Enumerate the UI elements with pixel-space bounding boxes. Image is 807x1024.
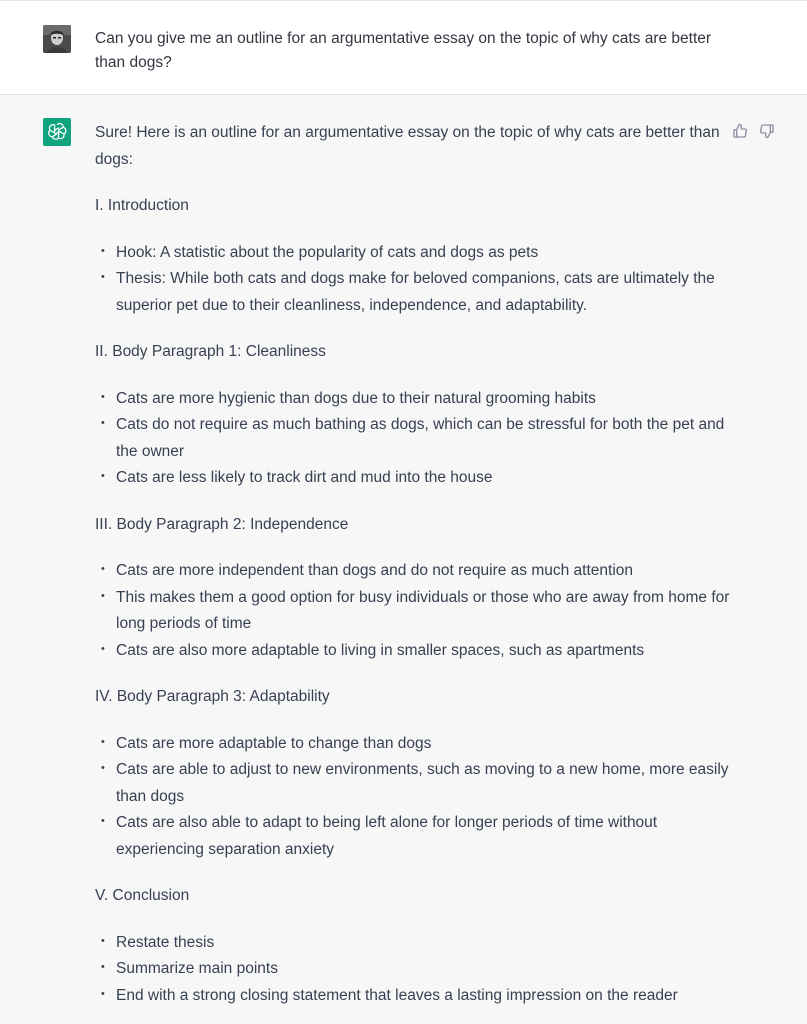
user-avatar	[43, 25, 71, 53]
thumbs-down-icon	[759, 123, 775, 139]
section-heading: III. Body Paragraph 2: Independence	[95, 515, 349, 533]
user-avatar-photo	[43, 25, 71, 53]
list-item: • Summarize main points	[116, 956, 735, 983]
section-heading: I. Introduction	[95, 197, 189, 214]
section-list	[95, 558, 735, 664]
section-heading: II. Body Paragraph 1: Cleanliness	[95, 343, 326, 360]
section-list	[95, 240, 735, 320]
list-item: • This makes them a good option for busy individuals or those who are away from home for long periods of time	[116, 585, 735, 638]
list-item: • Cats are less likely to track dirt and mud into the house	[116, 465, 735, 492]
list-item: • Cats do not require as much bathing as dogs, which can be stressful for both the pet and the owner	[116, 412, 735, 465]
list-item: • Cats are able to adjust to new environments, such as moving to a new home, more easily than dogs	[116, 757, 735, 810]
list-item: • Cats are more hygienic than dogs due to their natural grooming habits	[116, 386, 735, 413]
list-item: • Thesis: While both cats and dogs make for beloved companions, cats are ultimately the superior pet due to their cleanliness, independence, and adaptability.	[116, 266, 735, 319]
assistant-message	[95, 120, 735, 1024]
list-item: • Cats are more adaptable to change than dogs	[116, 731, 735, 758]
section-list	[95, 386, 735, 492]
thumbs-down-button[interactable]	[758, 122, 776, 140]
section-list	[95, 930, 735, 1010]
user-message	[0, 0, 807, 95]
section-heading: V. Conclusion	[95, 887, 190, 904]
list-item: • Cats are also more adaptable to living in smaller spaces, such as apartments	[116, 638, 735, 665]
assistant-avatar	[43, 118, 71, 146]
list-item: • Cats are also able to adapt to being left alone for longer periods of time without experiencing separation anxiety	[116, 810, 735, 863]
list-item: • Restate thesis	[116, 930, 735, 957]
user-prompt-text: Can you give me an outline for an argumentative essay on the topic of why cats are better than dogs?	[95, 30, 712, 71]
section-heading: IV. Body Paragraph 3: Adaptability	[95, 688, 330, 705]
openai-logo-icon	[47, 122, 67, 142]
list-item: • End with a strong closing statement that leaves a lasting impression on the reader	[116, 983, 735, 1010]
list-item: • Cats are more independent than dogs and do not require as much attention	[116, 558, 735, 585]
list-item: • Hook: A statistic about the popularity of cats and dogs as pets	[116, 240, 735, 267]
assistant-intro: Sure! Here is an outline for an argumentative essay on the topic of why cats are better than dogs:	[95, 124, 720, 168]
section-list	[95, 731, 735, 864]
